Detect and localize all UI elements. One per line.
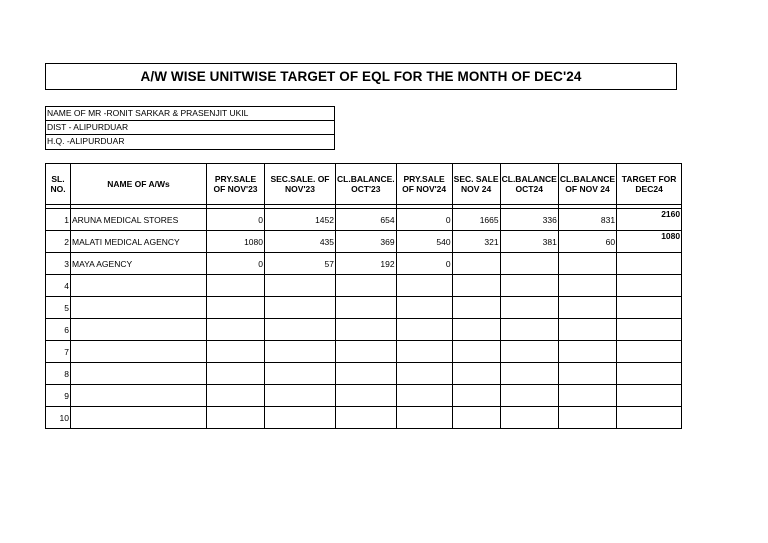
col-header-cl-oct24: CL.BALANCE OCT24	[500, 164, 558, 205]
pry-nov23-cell	[207, 385, 265, 407]
table-row	[46, 341, 682, 363]
sec-nov24-cell: 1665	[452, 209, 500, 231]
sec-nov24-cell	[452, 407, 500, 429]
name-cell: ARUNA MEDICAL STORES	[71, 209, 207, 231]
pry-nov24-cell: 540	[396, 231, 452, 253]
table-row	[46, 385, 682, 407]
target-dec24-cell	[617, 341, 682, 363]
target-dec24-cell	[617, 297, 682, 319]
sec-nov23-cell	[265, 297, 336, 319]
col-header-sl: SL. NO.	[46, 164, 71, 205]
cl-oct23-cell	[336, 407, 397, 429]
pry-nov24-cell: 0	[396, 209, 452, 231]
sl-cell: 4	[46, 275, 71, 297]
col-header-target-dec24: TARGET FOR DEC24	[617, 164, 682, 205]
pry-nov23-cell	[207, 297, 265, 319]
cl-nov24-cell	[558, 253, 616, 275]
cl-oct23-cell	[336, 275, 397, 297]
cl-nov24-cell: 60	[558, 231, 616, 253]
pry-nov24-cell	[396, 341, 452, 363]
table-row	[46, 363, 682, 385]
table-row	[46, 407, 682, 429]
col-header-sec-nov24: SEC. SALE NOV 24	[452, 164, 500, 205]
table-row	[46, 319, 682, 341]
name-cell: MAYA AGENCY	[71, 253, 207, 275]
col-header-name: NAME OF A/Ws	[71, 164, 207, 205]
info-block	[45, 106, 335, 150]
sec-nov24-cell	[452, 253, 500, 275]
cl-nov24-cell	[558, 297, 616, 319]
sec-nov24-cell	[452, 319, 500, 341]
pry-nov23-cell: 1080	[207, 231, 265, 253]
col-header-pry-nov23: PRY.SALE OF NOV'23	[207, 164, 265, 205]
cl-oct24-cell	[500, 253, 558, 275]
cl-oct24-cell: 381	[500, 231, 558, 253]
name-cell	[71, 341, 207, 363]
sl-cell: 7	[46, 341, 71, 363]
sec-nov24-cell	[452, 275, 500, 297]
cl-oct23-cell: 369	[336, 231, 397, 253]
cl-oct23-cell: 654	[336, 209, 397, 231]
sec-nov23-cell	[265, 275, 336, 297]
sec-nov23-cell	[265, 341, 336, 363]
sec-nov24-cell: 321	[452, 231, 500, 253]
pry-nov24-cell	[396, 319, 452, 341]
cl-oct24-cell	[500, 297, 558, 319]
cl-nov24-cell	[558, 385, 616, 407]
name-cell	[71, 407, 207, 429]
table-row	[46, 275, 682, 297]
name-cell: MALATI MEDICAL AGENCY	[71, 231, 207, 253]
cl-oct24-cell	[500, 363, 558, 385]
headquarters: H.Q. -ALIPURDUAR	[47, 136, 125, 146]
table-row	[46, 209, 682, 231]
target-dec24-cell	[617, 253, 682, 275]
name-cell	[71, 363, 207, 385]
pry-nov24-cell	[396, 385, 452, 407]
cl-oct24-cell: 336	[500, 209, 558, 231]
sec-nov23-cell: 57	[265, 253, 336, 275]
target-dec24-cell: 1080	[617, 231, 682, 253]
pry-nov23-cell	[207, 275, 265, 297]
district: DIST - ALIPURDUAR	[46, 121, 334, 135]
cl-nov24-cell	[558, 341, 616, 363]
cl-oct24-cell	[500, 319, 558, 341]
name-cell	[71, 297, 207, 319]
sl-cell: 1	[46, 209, 71, 231]
sl-cell: 3	[46, 253, 71, 275]
name-cell	[71, 319, 207, 341]
sec-nov23-cell	[265, 407, 336, 429]
pry-nov24-cell	[396, 275, 452, 297]
cl-oct24-cell	[500, 385, 558, 407]
col-header-cl-oct23: CL.BALANCE. OCT'23	[336, 164, 397, 205]
header-row	[46, 164, 682, 205]
sl-cell: 6	[46, 319, 71, 341]
pry-nov24-cell	[396, 407, 452, 429]
name-cell	[71, 385, 207, 407]
cl-oct24-cell	[500, 275, 558, 297]
pry-nov23-cell: 0	[207, 209, 265, 231]
cl-oct23-cell	[336, 341, 397, 363]
sl-cell: 5	[46, 297, 71, 319]
target-dec24-cell	[617, 319, 682, 341]
col-header-cl-nov24: CL.BALANCE OF NOV 24	[558, 164, 616, 205]
target-dec24-cell	[617, 275, 682, 297]
cl-nov24-cell	[558, 407, 616, 429]
table-row	[46, 231, 682, 253]
table-row	[46, 297, 682, 319]
sl-cell: 2	[46, 231, 71, 253]
sec-nov23-cell	[265, 363, 336, 385]
cl-oct23-cell	[336, 319, 397, 341]
pry-nov23-cell	[207, 363, 265, 385]
col-header-sec-nov23: SEC.SALE. OF NOV'23	[265, 164, 336, 205]
table-row	[46, 253, 682, 275]
cl-nov24-cell: 831	[558, 209, 616, 231]
cl-oct23-cell	[336, 385, 397, 407]
cl-oct23-cell	[336, 297, 397, 319]
sec-nov23-cell	[265, 385, 336, 407]
name-cell	[71, 275, 207, 297]
sl-cell: 8	[46, 363, 71, 385]
sec-nov24-cell	[452, 385, 500, 407]
target-dec24-cell	[617, 407, 682, 429]
pry-nov23-cell	[207, 407, 265, 429]
target-table	[45, 163, 682, 429]
pry-nov23-cell	[207, 319, 265, 341]
cl-oct23-cell: 192	[336, 253, 397, 275]
sec-nov24-cell	[452, 363, 500, 385]
pry-nov24-cell	[396, 297, 452, 319]
pry-nov24-cell: 0	[396, 253, 452, 275]
sec-nov23-cell: 435	[265, 231, 336, 253]
target-dec24-cell	[617, 363, 682, 385]
sec-nov24-cell	[452, 341, 500, 363]
sl-cell: 10	[46, 407, 71, 429]
cl-oct23-cell	[336, 363, 397, 385]
target-dec24-cell: 2160	[617, 209, 682, 231]
cl-nov24-cell	[558, 319, 616, 341]
pry-nov23-cell: 0	[207, 253, 265, 275]
sec-nov23-cell: 1452	[265, 209, 336, 231]
sl-cell: 9	[46, 385, 71, 407]
pry-nov24-cell	[396, 363, 452, 385]
mr-name: NAME OF MR -RONIT SARKAR & PRASENJIT UKIL	[46, 107, 334, 121]
cl-nov24-cell	[558, 363, 616, 385]
cl-nov24-cell	[558, 275, 616, 297]
sec-nov24-cell	[452, 297, 500, 319]
col-header-pry-nov24: PRY.SALE OF NOV'24	[396, 164, 452, 205]
page-title: A/W WISE UNITWISE TARGET OF EQL FOR THE MONTH OF DEC'24	[45, 63, 677, 90]
pry-nov23-cell	[207, 341, 265, 363]
sec-nov23-cell	[265, 319, 336, 341]
cl-oct24-cell	[500, 341, 558, 363]
target-dec24-cell	[617, 385, 682, 407]
cl-oct24-cell	[500, 407, 558, 429]
